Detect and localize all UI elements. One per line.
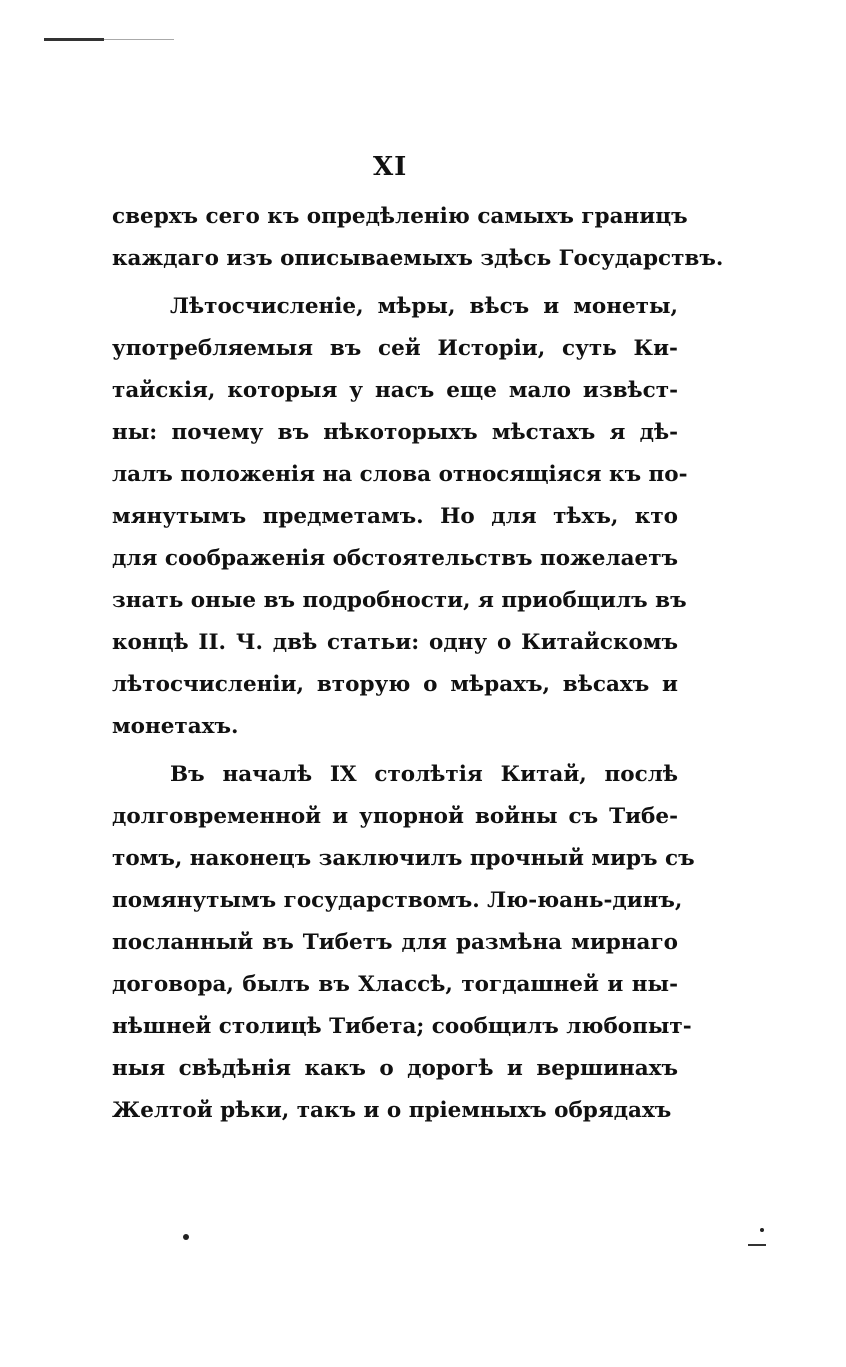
- body-text: [112, 196, 724, 1132]
- scan-mark-top-left: [44, 38, 104, 41]
- text-line-content: нѣшней столицѣ Тибета; сообщилъ любопыт-: [112, 1014, 692, 1039]
- text-line-content: Лѣтосчисленіе, мѣры, вѣсъ и монеты,: [170, 294, 678, 319]
- text-line: [112, 1006, 692, 1048]
- text-line-content: ны: почему въ нѣкоторыхъ мѣстахъ я дѣ-: [112, 420, 678, 445]
- text-line-content: употребляемыя въ сей Исторіи, суть Ки-: [112, 336, 678, 361]
- text-line: [112, 838, 695, 880]
- scan-speck: [760, 1228, 764, 1232]
- text-line: [112, 754, 678, 796]
- text-line: [112, 286, 678, 328]
- text-line: [112, 496, 678, 538]
- text-line-content: знать оные въ подробности, я приобщилъ въ: [112, 588, 687, 613]
- text-line-content: Въ началѣ IX столѣтія Китай, послѣ: [170, 762, 678, 787]
- text-line-content: ныя свѣдѣнія какъ о дорогѣ и вершинахъ: [112, 1056, 678, 1081]
- paragraph: [112, 286, 688, 748]
- text-line-content: договора, былъ въ Хлассѣ, тогдашней и ны-: [112, 972, 678, 997]
- text-line-content: томъ, наконецъ заключилъ прочный миръ съ: [112, 846, 695, 871]
- text-line: [112, 1048, 678, 1090]
- text-line-content: каждаго изъ описываемыхъ здѣсь Государствъ.: [112, 246, 724, 271]
- text-line-content: сверхъ сего къ опредѣленію самыхъ границъ: [112, 204, 688, 229]
- scan-speck: [183, 1234, 189, 1240]
- text-line: [112, 454, 688, 496]
- text-line: [112, 922, 678, 964]
- text-line-content: посланный въ Тибетъ для размѣна мирнаго: [112, 930, 678, 955]
- text-line-content: мянутымъ предметамъ. Но для тѣхъ, кто: [112, 504, 678, 529]
- text-line: [112, 706, 678, 748]
- text-line: [112, 580, 687, 622]
- text-line-content: помянутымъ государствомъ. Лю-юань-динъ,: [112, 888, 683, 913]
- text-line: [112, 370, 678, 412]
- text-line-content: долговременной и упорной войны съ Тибе-: [112, 804, 678, 829]
- text-line: [112, 880, 683, 922]
- text-line: [112, 196, 688, 238]
- text-line: [112, 238, 724, 280]
- text-line: [112, 664, 678, 706]
- scan-mark-top-left-faint: [104, 39, 174, 40]
- text-line: [112, 964, 678, 1006]
- text-line: [112, 796, 678, 838]
- paragraph: [112, 754, 695, 1132]
- text-line-content: для соображенія обстоятельствъ пожелаетъ: [112, 546, 679, 571]
- text-line-content: концѣ II. Ч. двѣ статьи: одну о Китайскомъ: [112, 630, 678, 655]
- text-line-content: Желтой рѣки, такъ и о пріемныхъ обрядахъ: [112, 1098, 672, 1123]
- page-number: XI: [373, 152, 408, 182]
- text-line-content: лѣтосчисленіи, вторую о мѣрахъ, вѣсахъ и: [112, 672, 678, 697]
- scan-mark-bottom-right: [748, 1244, 766, 1246]
- text-line: [112, 412, 678, 454]
- text-line-content: тайскія, которыя у насъ еще мало извѣст-: [112, 378, 678, 403]
- text-line: [112, 1090, 678, 1132]
- paragraph: [112, 196, 724, 280]
- text-line: [112, 622, 678, 664]
- text-line: [112, 538, 678, 580]
- text-line-content: лалъ положенія на слова относящіяся къ по-: [112, 462, 688, 487]
- text-line: [112, 328, 678, 370]
- text-line-content: монетахъ.: [112, 714, 239, 739]
